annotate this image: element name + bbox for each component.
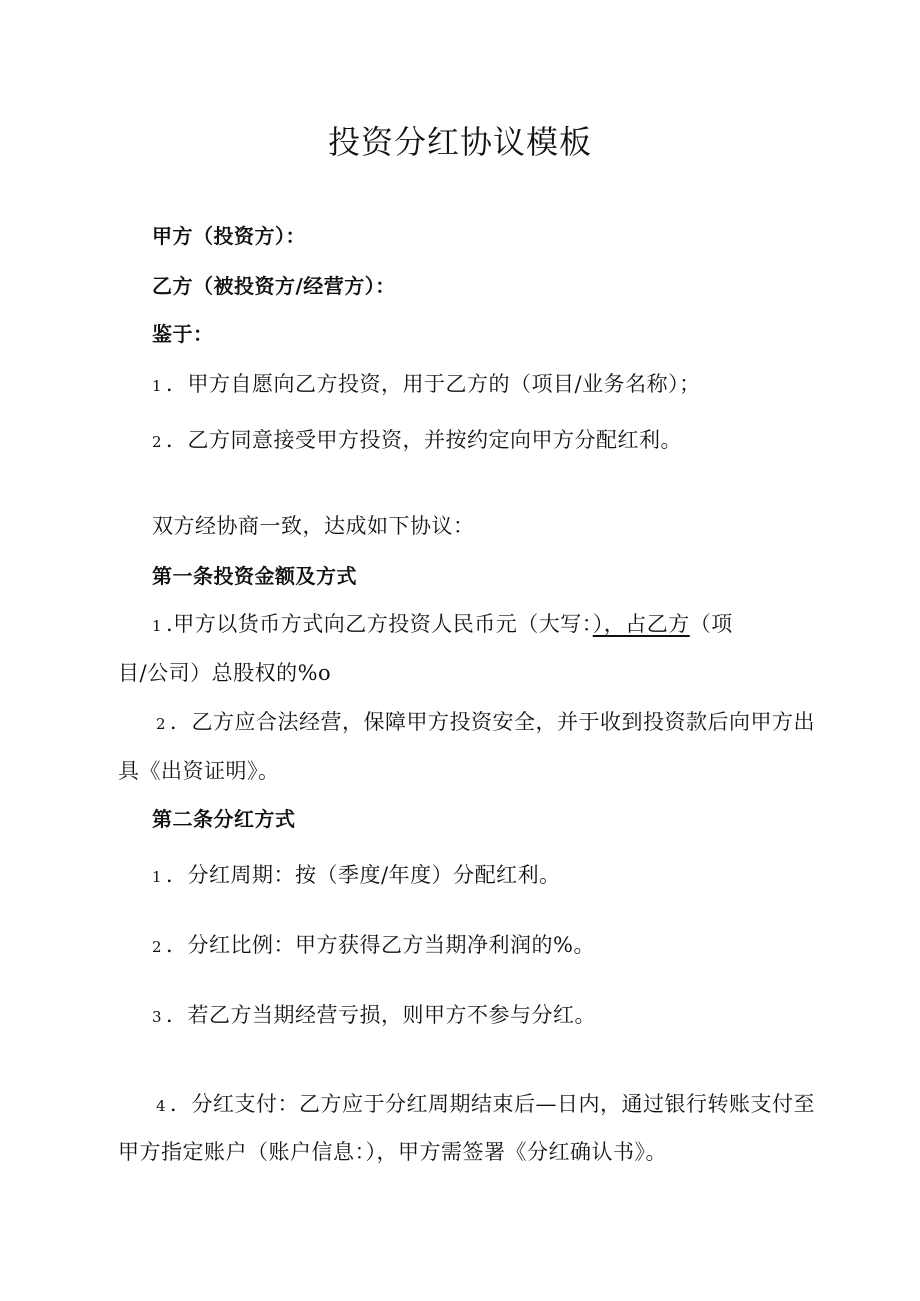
- article-2-item-4-text: ．分红支付：乙方应于分红周期结束后—日内，通过银行转账支付至: [170, 1092, 816, 1116]
- article-2-item-3: [152, 1001, 596, 1031]
- article-2-item-4-number: 4: [156, 1097, 167, 1115]
- whereas-item-2: [152, 426, 682, 456]
- whereas-item-1: [152, 370, 701, 400]
- whereas-heading: 鉴于：: [152, 322, 214, 346]
- article-1-item-1-line-1: [152, 610, 733, 640]
- article-1-item-1-text-b: （项: [689, 612, 733, 636]
- article-1-heading: 第一条投资金额及方式: [152, 564, 357, 588]
- article-2-item-2-text: ．分红比例：甲方获得乙方当期净利润的%。: [166, 933, 595, 957]
- article-2-item-4-line-2: 甲方指定账户（账户信息：），甲方需签署《分红确认书》。: [118, 1140, 667, 1164]
- article-1-item-1-text-a: .甲方以货币方式向乙方投资人民币元（大写：: [166, 612, 593, 636]
- whereas-item-2-number: 2: [152, 433, 163, 451]
- document-title: 投资分红协议模板: [327, 123, 592, 161]
- article-2-item-1-number: 1: [152, 868, 163, 886]
- article-1-item-2-line-2: 具《出资证明》。: [118, 759, 280, 783]
- agreement-intro: 双方经协商一致，达成如下协议：: [152, 514, 475, 538]
- article-2-item-1-text: ．分红周期：按（季度/年度）分配红利。: [166, 863, 561, 887]
- article-2-item-3-text: ．若乙方当期经营亏损，则甲方不参与分红。: [166, 1003, 597, 1027]
- whereas-item-1-text: ．甲方自愿向乙方投资，用于乙方的（项目/业务名称）；: [166, 372, 701, 396]
- article-2-heading: 第二条分红方式: [152, 807, 296, 831]
- article-2-item-2-number: 2: [152, 938, 163, 956]
- article-2-item-3-number: 3: [152, 1008, 163, 1026]
- article-1-item-1-underlined: ），占乙方: [592, 612, 690, 636]
- party-a-label: 甲方（投资方）：: [152, 224, 306, 248]
- article-1-item-1-number: 1: [152, 617, 163, 635]
- party-b-label: 乙方（被投资方/经营方）：: [152, 274, 396, 298]
- article-1-item-1-line-2: 目/公司）总股权的%o: [118, 661, 332, 685]
- article-1-item-2-number: 2: [156, 715, 167, 733]
- article-2-item-1: [152, 861, 561, 891]
- article-1-item-2-line-1: [156, 708, 815, 738]
- whereas-item-1-number: 1: [152, 377, 163, 395]
- whereas-item-2-text: ．乙方同意接受甲方投资，并按约定向甲方分配红利。: [166, 428, 683, 452]
- article-2-item-4-line-1: [156, 1090, 815, 1120]
- article-2-item-2: [152, 931, 595, 961]
- article-1-item-2-text: ．乙方应合法经营，保障甲方投资安全，并于收到投资款后向甲方出: [170, 710, 816, 734]
